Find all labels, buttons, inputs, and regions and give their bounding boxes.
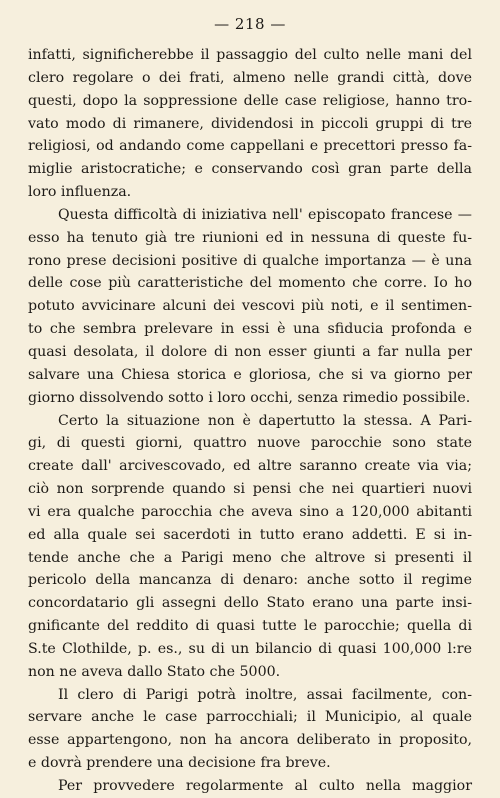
text-line: S.te Clothilde, p. es., su di un bilancio di quasi 100,000 l:re [28,640,472,657]
text-line: gnificante del reddito di quasi tutte le parocchie; quella di [28,618,472,635]
text-line: Questa difficoltà di iniziativa nell' episcopato francese — [58,206,472,223]
text-line: esse appartengono, non ha ancora deliberato in proposito, [28,732,472,749]
text-line: Il clero di Parigi potrà inoltre, assai facilmente, con- [58,686,472,703]
text-line: delle cose più caratteristiche del momento che corre. Io ho [28,275,472,292]
text-line: Per provvedere regolarmente al culto nella maggior [58,778,472,794]
text-line: non ne aveva dallo Stato che 5000. [28,663,281,680]
text-line: gi, di questi giorni, quattro nuove parocchie sono state [28,435,472,452]
text-line: e dovrà prendere una decisione fra breve. [28,755,331,772]
text-line: servare anche le case parrocchiali; il Municipio, al quale [28,709,472,726]
text-line: tende anche che a Parigi meno che altrove si presenti il [28,549,472,566]
text-line: infatti, significherebbe il passaggio del culto nelle mani del [28,47,472,63]
text-line: rono prese decisioni positive di qualche importanza — è una [28,252,472,269]
text-line: giorno dissolvendo sotto i loro occhi, senza rimedio possibile. [28,389,471,406]
text-line: questi, dopo la soppressione delle case religiose, hanno tro- [28,92,472,109]
text-line: religiosi, od andando come cappellani e precettori presso fa- [28,138,472,155]
text-line: ciò non sorprende quando si pensi che nei quartieri nuovi [28,481,472,498]
page-number: — 218 — [214,15,286,33]
text-line: esso ha tenuto già tre riunioni ed in nessuna di queste fu- [28,229,472,246]
text-line: ed alla quale sei sacerdoti in tutto erano addetti. E si in- [28,526,472,543]
text-line: miglie aristocratiche; e conservando così gran parte della [28,161,472,178]
text-line: concordatario gli assegni dello Stato erano una parte insi- [28,595,472,612]
body-text [28,44,472,798]
text-line: Certo la situazione non è dapertutto la stessa. A Pari- [58,412,472,429]
text-line: create dall' arcivescovado, ed altre saranno create via via; [28,458,472,475]
text-line: loro influenza. [28,184,132,201]
text-line: vato modo di rimanere, dividendosi in piccoli gruppi di tre [28,115,472,132]
text-line: clero regolare o dei frati, almeno nelle grandi città, dove [28,69,472,86]
text-line: quasi desolata, il dolore di non esser giunti a far nulla per [28,343,472,360]
text-line: potuto avvicinare alcuni dei vescovi più noti, e il sentimen- [28,298,472,315]
text-line: to che sembra prelevare in essi è una sfiducia profonda e [28,321,472,338]
text-line: vi era qualche parocchia che aveva sino a 120,000 abitanti [28,503,472,520]
text-line: salvare una Chiesa storica e gloriosa, che si va giorno per [28,366,472,383]
text-line: pericolo della mancanza di denaro: anche sotto il regime [28,572,472,589]
